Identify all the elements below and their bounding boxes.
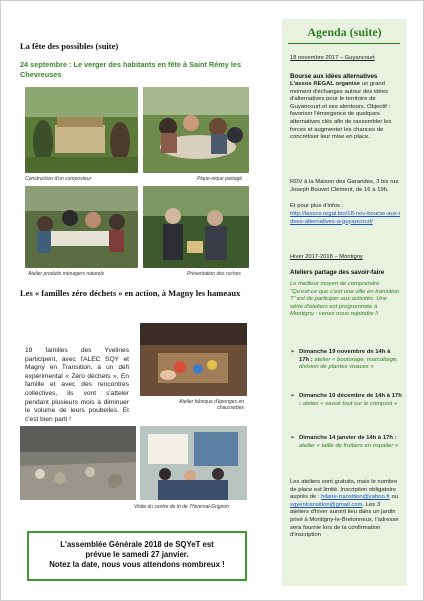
bullet-3-date: Dimanche 14 janvier de 14h à 17h :: [299, 435, 397, 441]
agenda-bullet-2: [290, 393, 402, 421]
photo-composteur: [25, 87, 138, 173]
agenda-footer: [290, 479, 400, 540]
event1-body: un grand moment d'échanges autour des idées d'alternatives pour le territoire de Guyancourt et ses alentours. Objectif : favoriser l'émergence de quelques alternatives clés afin de rassembler les forces et augmenter les chances de concrétiser leur mise en place.: [290, 81, 392, 141]
event1-link-wrap: [290, 211, 400, 226]
photo-eponges: [140, 323, 247, 396]
caption-centre-tri: Visite du centre de tri de Thiverval-Grignon: [134, 504, 229, 510]
agenda-bullet-3: [290, 435, 402, 463]
bullet-2-date: Dimanche 10 décembre de 14h à 17h :: [299, 393, 402, 407]
event1-description: [290, 81, 400, 142]
caption-produits-menagers: Atelier produits ménagers naturels: [28, 271, 105, 277]
footer-text-1: Les ateliers sont gratuits, mais le nombre de place est limité. Inscription obligatoire auprès de :: [290, 479, 398, 501]
event2-date: Hiver 2017-2018 – Montigny: [290, 254, 363, 260]
bullet-3-text: atelier « taille de fruitiers en espalier »: [299, 442, 399, 449]
bullet-2-text: atelier « savoir tout sur le compost »: [302, 400, 398, 407]
bullet-1-text: atelier « bouturage, marcottage, division de plantes vivaces »: [299, 356, 398, 371]
event1-date: 18 novembre 2017 – Guyancourt: [290, 55, 375, 61]
caption-ruches: Présentation des ruches: [187, 271, 241, 277]
agenda-title: Agenda (suite): [307, 25, 382, 39]
event1-title: Bourse aux idées alternatives: [290, 73, 378, 80]
footer-text-2: . Les 3 ateliers d'hiver auront lieu dans un jardin privé à Montigny-le-Bretonneux, l'adresse sera fournie lors de la confirmation d'inscription: [290, 501, 399, 539]
event1-link[interactable]: http://lassos.regal.bio/18-nov-bourse-aux-idees-alternatives-a-guyancourt/: [290, 211, 401, 225]
agenda-sidebar: [282, 19, 407, 586]
zero-dechets-body: 19 familles des Yvelines participent, avec l'ALEC SQY et Magny en Transition, à un défi expérimental « Zéro déchets ». En famille et avec des rencontres collectives, ils vont s'atteler pendant plusieurs mois à diminuer le volume de leurs poubelles. Et c'est bien parti !: [25, 347, 129, 423]
footer-email-2[interactable]: sqyentransition@gmail.com: [290, 501, 363, 508]
section-subtitle-verger: 24 septembre : Le verger des habitants en fête à Saint Rémy les Chevreuses: [20, 60, 242, 79]
photo-produits-menagers: [25, 186, 138, 268]
event2-title: Ateliers partage des savoir-faire: [290, 269, 385, 276]
photo-ruches: [143, 186, 249, 268]
agenda-divider: [288, 43, 400, 44]
assemblee-generale-banner: [27, 531, 247, 581]
event1-org: L'assos REGAL organise: [290, 81, 361, 87]
footer-or: ou: [391, 494, 399, 501]
photo-centre-tri-visite: [140, 426, 247, 500]
section-title-zero-dechets: Les « familles zéro déchets » en action, à Magny les hameaux: [20, 288, 241, 298]
banner-line-1: L'assemblée Générale 2018 de SQYeT est: [60, 540, 214, 549]
bullet-arrow-icon: ➢: [290, 435, 296, 441]
event1-rdv: RDV à la Maison des Garandes, 3 bis rue Joseph Bouvet Clément, de 16 à 19h.: [290, 179, 399, 193]
photo-centre-tri-hall: [20, 426, 136, 500]
bullet-1-date: Dimanche 19 novembre de 14h à 17h :: [299, 349, 391, 363]
footer-email-1[interactable]: hilaire-transition@yahoo.fr: [321, 494, 390, 501]
event2-intro: Le meilleur moyen de comprendre "Qu'est-ce que c'est une ville en transition ?" est de participer aux activités. Une série d'ateliers est programmée à Montigny : venez nous rejoindre !!: [290, 281, 400, 318]
caption-pique-nique: Pique-nique partagé: [197, 176, 243, 182]
section-title-fete: La fête des possibles (suite): [20, 41, 119, 51]
caption-eponges: Atelier fabrique d'éponges en chaussettes: [179, 399, 244, 412]
bullet-arrow-icon: ➢: [290, 393, 296, 399]
banner-line-2: prévue le samedi 27 janvier.: [85, 550, 189, 559]
event1-info-label: Et pour plus d'infos :: [290, 203, 344, 209]
photo-pique-nique: [143, 87, 249, 173]
caption-composteur: Construction d'un composteur: [25, 176, 92, 182]
bullet-arrow-icon: ➢: [290, 349, 296, 355]
banner-line-3: Notez la date, nous vous attendons nombreux !: [49, 560, 225, 569]
agenda-bullet-1: [290, 349, 402, 381]
